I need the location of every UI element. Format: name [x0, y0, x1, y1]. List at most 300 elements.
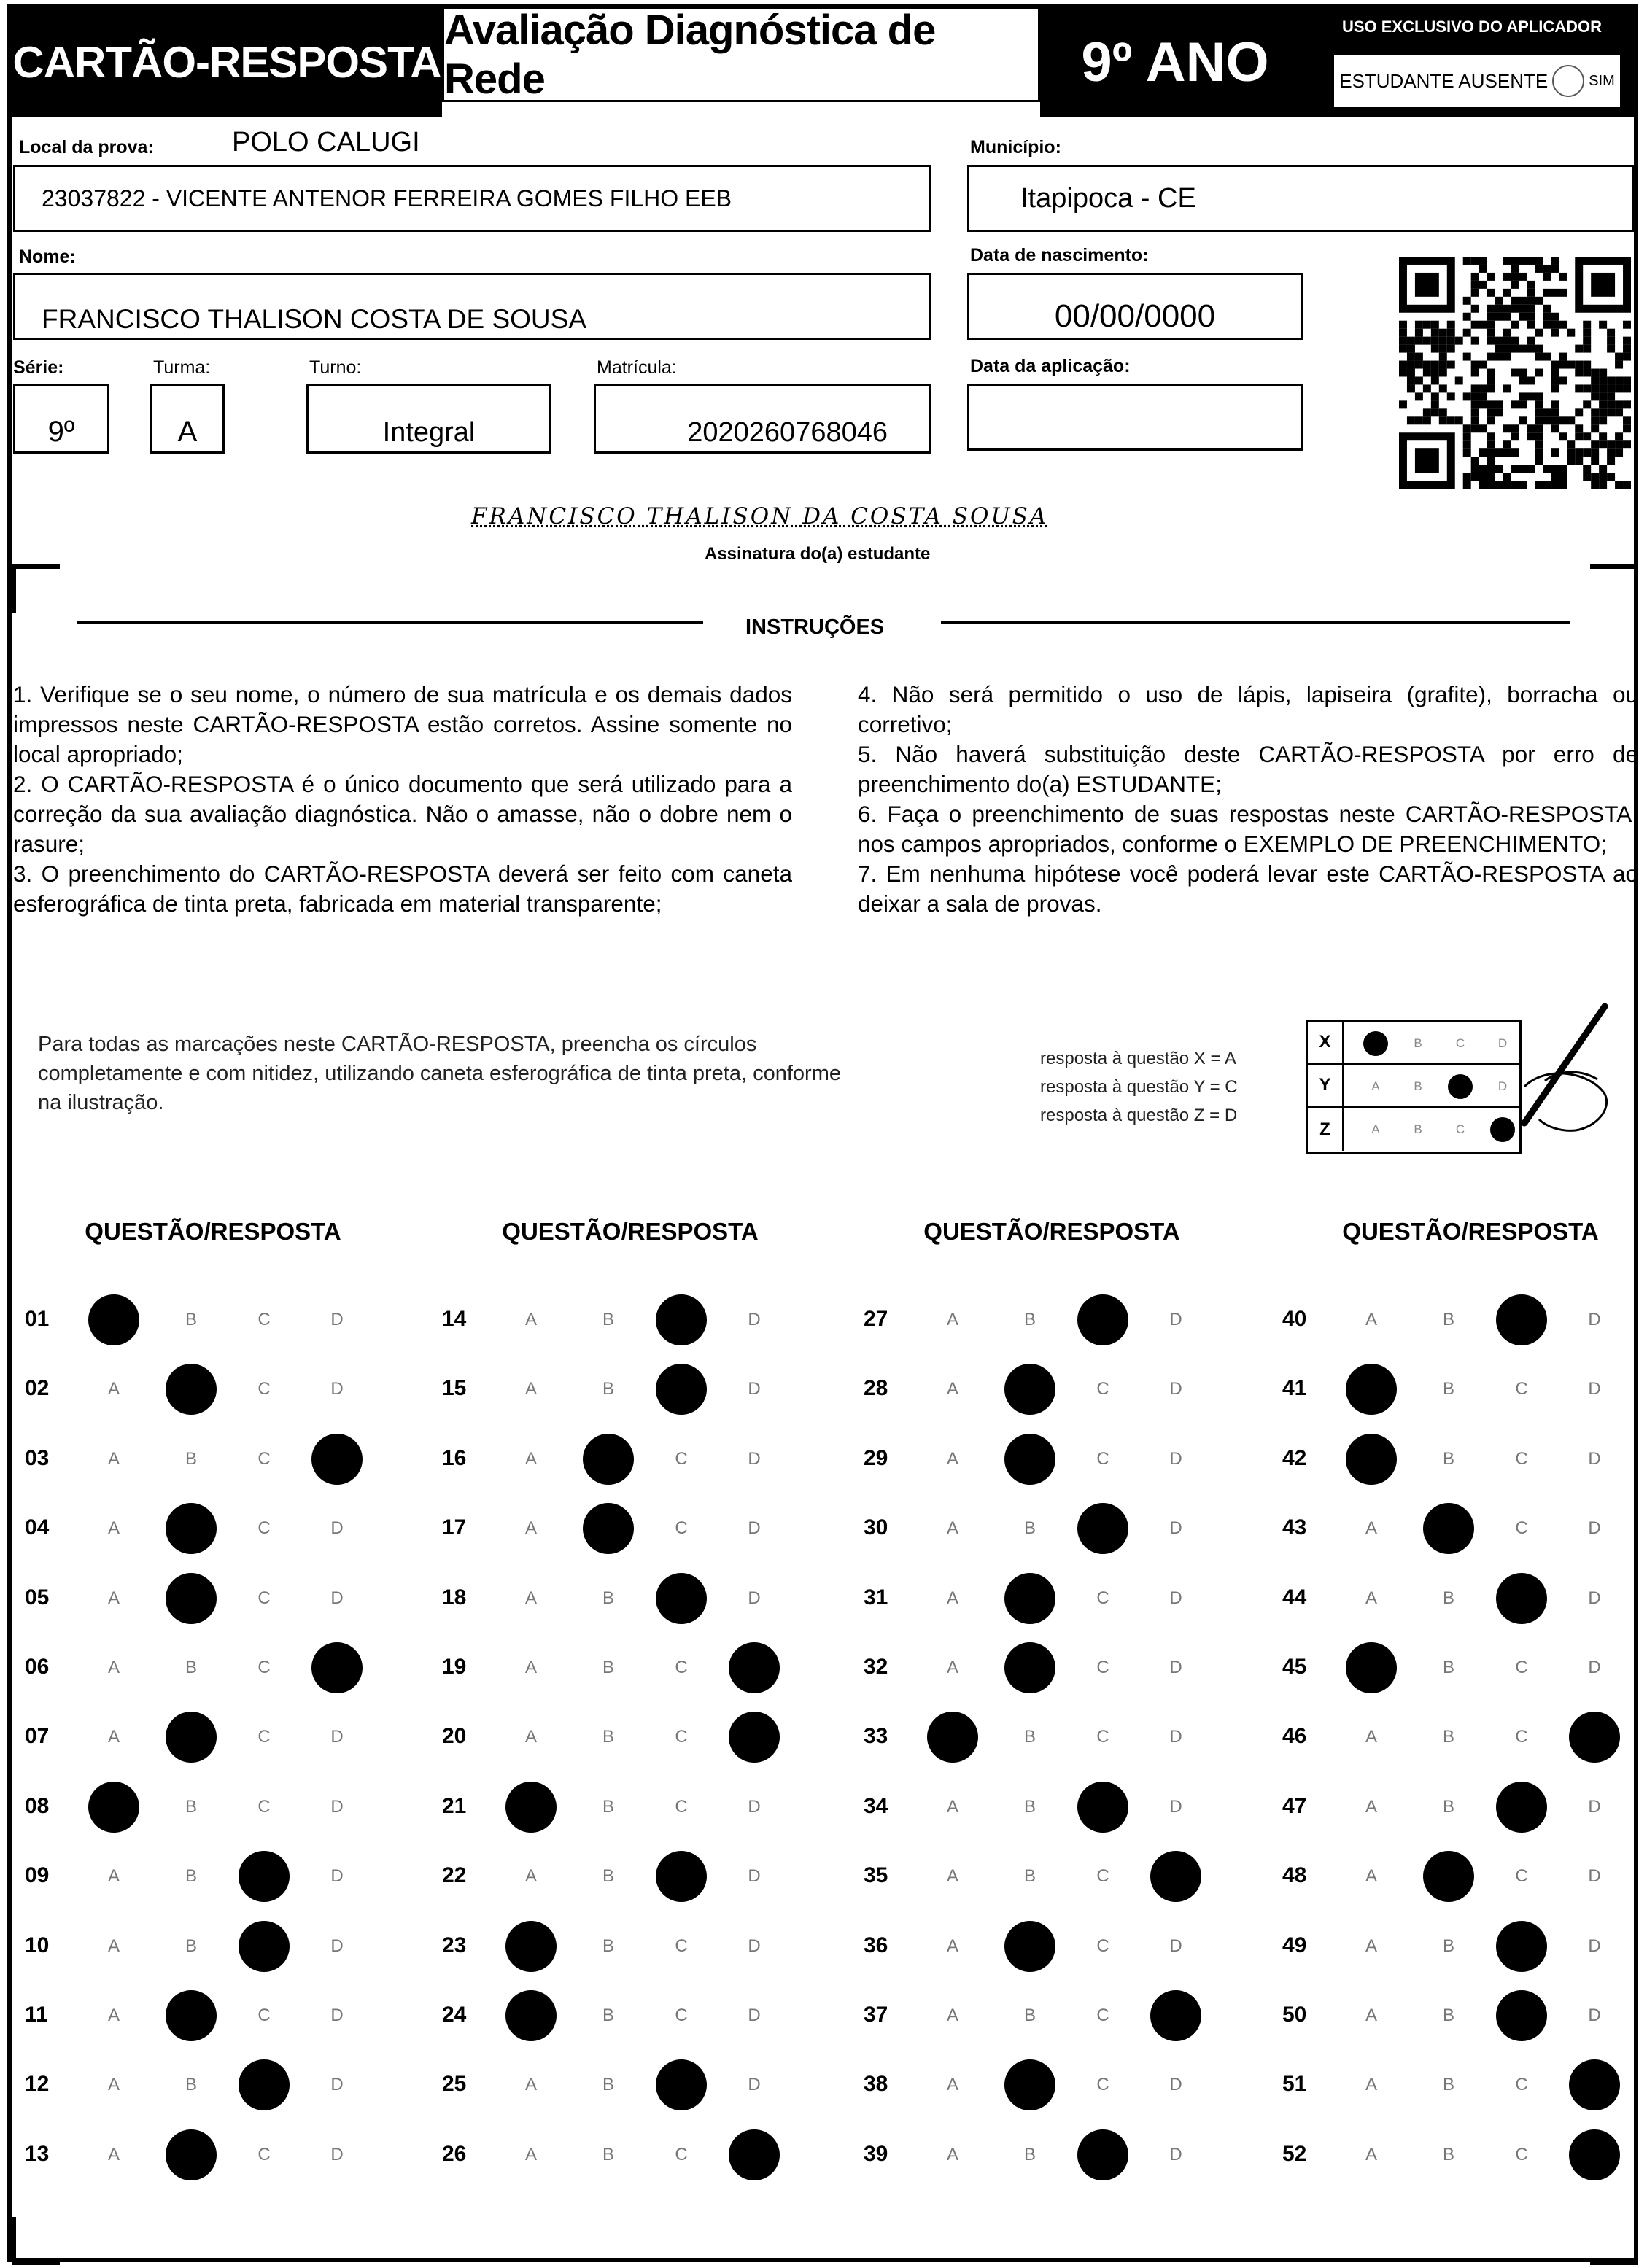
answer-bubble-14-d[interactable]: D: [748, 1310, 761, 1329]
turno-field: Integral: [306, 384, 551, 454]
answer-bubble-38-c[interactable]: C: [1096, 2075, 1109, 2095]
instruction-item: 3. O preenchimento do CARTÃO-RESPOSTA deverá ser feito com caneta esferográfica de tinta preta, fabricada em material transparente;: [13, 861, 792, 917]
answer-bubble-49-a[interactable]: A: [1365, 1935, 1377, 1956]
answer-bubble-50-c[interactable]: C: [1496, 1990, 1547, 2041]
question-number: 42: [1282, 1445, 1307, 1470]
corner-mark: [12, 564, 60, 613]
answer-bubble-15-c[interactable]: C: [656, 1364, 707, 1415]
answer-bubble-35-d[interactable]: D: [1150, 1851, 1201, 1902]
answer-bubble-42-b[interactable]: B: [1442, 1448, 1454, 1469]
question-number: 34: [864, 1793, 888, 1818]
answer-bubble-21-a[interactable]: A: [505, 1782, 557, 1833]
answer-bubble-48-c[interactable]: C: [1515, 1866, 1528, 1887]
question-number: 50: [1282, 2003, 1307, 2027]
answer-bubble-12-a[interactable]: A: [107, 2075, 120, 2095]
question-number: 45: [1282, 1655, 1307, 1679]
example-bubble-x-b: B: [1414, 1036, 1422, 1050]
answer-bubble-15-b[interactable]: B: [602, 1379, 614, 1399]
answer-bubble-09-a[interactable]: A: [107, 1866, 120, 1887]
answer-bubble-39-a[interactable]: A: [946, 2144, 958, 2164]
answer-bubble-41-d[interactable]: D: [1588, 1379, 1601, 1399]
question-number: 13: [25, 2141, 50, 2166]
answer-bubble-23-a[interactable]: A: [505, 1921, 557, 1972]
answer-bubble-06-c[interactable]: C: [257, 1658, 271, 1677]
local-label: Local da prova:: [19, 137, 154, 158]
answer-bubble-37-d[interactable]: D: [1150, 1990, 1201, 2041]
instructions-right: [858, 680, 1638, 919]
answer-bubble-34-c[interactable]: C: [1077, 1782, 1128, 1833]
answer-bubble-17-b[interactable]: B: [583, 1503, 634, 1554]
question-number: 05: [25, 1585, 50, 1609]
answer-bubble-40-c[interactable]: C: [1496, 1294, 1547, 1345]
answer-bubble-35-a[interactable]: A: [946, 1866, 958, 1887]
divider: [941, 621, 1570, 624]
absent-box: [1332, 53, 1622, 109]
answer-bubble-16-b[interactable]: B: [583, 1434, 634, 1485]
answer-bubble-25-d[interactable]: D: [748, 2075, 761, 2095]
turno-label: Turno:: [309, 357, 362, 378]
nome-label: Nome:: [19, 246, 76, 267]
answer-bubble-09-c[interactable]: C: [239, 1851, 290, 1902]
absent-option: SIM: [1589, 72, 1615, 89]
answer-bubble-31-c[interactable]: C: [1096, 1588, 1109, 1608]
answer-bubble-21-c[interactable]: C: [675, 1796, 688, 1817]
absent-label: ESTUDANTE AUSENTE: [1339, 69, 1549, 92]
answer-bubble-44-c[interactable]: C: [1496, 1573, 1547, 1624]
answer-bubble-22-c[interactable]: C: [656, 1851, 707, 1902]
nascimento-label: Data de nascimento:: [970, 245, 1149, 265]
answer-bubble-22-d[interactable]: D: [748, 1866, 761, 1887]
answer-bubble-24-d[interactable]: D: [748, 2005, 761, 2025]
answer-bubble-11-c[interactable]: C: [257, 2005, 271, 2025]
example-bubble-z-a: A: [1371, 1122, 1380, 1136]
instruction-item: 7. Em nenhuma hipótese você poderá levar este CARTÃO-RESPOSTA ao deixar a sala de provas.: [858, 861, 1638, 917]
qr-code: [1399, 257, 1631, 489]
answer-bubble-39-c[interactable]: C: [1077, 2129, 1128, 2180]
answer-bubble-17-d[interactable]: D: [748, 1518, 761, 1539]
answer-bubble-08-d[interactable]: D: [330, 1796, 344, 1817]
answer-bubble-24-c[interactable]: C: [675, 2005, 688, 2025]
answer-bubble-33-d[interactable]: D: [1169, 1727, 1182, 1747]
answer-bubble-16-c[interactable]: C: [675, 1448, 688, 1469]
answer-bubble-03-d[interactable]: D: [311, 1434, 363, 1485]
answer-bubble-06-a[interactable]: A: [107, 1658, 120, 1677]
answer-column-header: QUESTÃO/RESPOSTA: [923, 1218, 1180, 1245]
instruction-item: 2. O CARTÃO-RESPOSTA é o único documento que será utilizado para a correção da sua avaliação diagnóstica. Não o amasse, não o dobre nem o rasure;: [13, 771, 792, 857]
answer-bubble-30-b[interactable]: B: [1023, 1518, 1036, 1539]
instruction-item: 4. Não será permitido o uso de lápis, lapiseira (grafite), borracha ou corretivo;: [858, 681, 1638, 737]
question-number: 43: [1282, 1515, 1307, 1540]
answer-bubble-39-d[interactable]: D: [1169, 2144, 1182, 2164]
answer-bubble-05-d[interactable]: D: [330, 1588, 344, 1608]
answer-bubble-26-c[interactable]: C: [675, 2144, 688, 2164]
answer-bubble-05-a[interactable]: A: [107, 1588, 120, 1608]
answer-bubble-10-c[interactable]: C: [239, 1921, 290, 1972]
answer-bubble-18-c[interactable]: C: [656, 1573, 707, 1624]
answer-bubble-28-a[interactable]: A: [946, 1379, 958, 1399]
answer-bubble-50-a[interactable]: A: [1365, 2005, 1377, 2025]
answer-bubble-01-a[interactable]: A: [88, 1294, 139, 1345]
answer-bubble-50-d[interactable]: D: [1588, 2005, 1601, 2025]
answer-bubble-30-d[interactable]: D: [1169, 1518, 1182, 1539]
answer-bubble-33-b[interactable]: B: [1023, 1727, 1036, 1747]
question-number: 10: [25, 1933, 50, 1957]
question-number: 38: [864, 2072, 888, 2097]
answer-bubble-03-a[interactable]: A: [107, 1448, 120, 1469]
answer-bubble-01-b[interactable]: B: [185, 1310, 197, 1329]
answer-bubble-52-a[interactable]: A: [1365, 2144, 1377, 2164]
question-number: 08: [25, 1793, 50, 1818]
answer-bubble-51-a[interactable]: A: [1365, 2075, 1377, 2095]
answer-bubble-15-d[interactable]: D: [748, 1379, 761, 1399]
question-number: 31: [864, 1585, 888, 1609]
example-row-label: X: [1308, 1022, 1344, 1065]
answer-bubble-12-b[interactable]: B: [185, 2075, 197, 2095]
answer-bubble-09-b[interactable]: B: [185, 1866, 197, 1887]
answer-bubble-34-a[interactable]: A: [946, 1796, 958, 1817]
example-bubble-x-d: D: [1497, 1036, 1508, 1050]
card-title: CARTÃO-RESPOSTA: [12, 7, 442, 117]
question-number: 15: [442, 1376, 467, 1401]
answer-bubble-40-a[interactable]: A: [1365, 1310, 1377, 1329]
answer-bubble-20-d[interactable]: D: [729, 1712, 780, 1763]
answer-bubble-36-a[interactable]: A: [946, 1935, 958, 1956]
answer-bubble-16-d[interactable]: D: [748, 1448, 761, 1469]
answer-bubble-36-d[interactable]: D: [1169, 1935, 1182, 1956]
answer-bubble-23-d[interactable]: D: [748, 1935, 761, 1956]
answer-bubble-13-a[interactable]: A: [107, 2144, 120, 2164]
answer-bubble-21-d[interactable]: D: [748, 1796, 761, 1817]
answer-bubble-26-d[interactable]: D: [729, 2129, 780, 2180]
example-bubble-z-b: B: [1414, 1122, 1422, 1136]
answer-bubble-50-b[interactable]: B: [1442, 2005, 1454, 2025]
question-number: 49: [1282, 1933, 1307, 1957]
answer-bubble-32-c[interactable]: C: [1096, 1658, 1109, 1677]
question-number: 30: [864, 1515, 888, 1540]
answer-bubble-47-c[interactable]: C: [1496, 1782, 1547, 1833]
question-number: 46: [1282, 1724, 1307, 1749]
answer-bubble-20-a[interactable]: A: [524, 1727, 537, 1747]
answer-bubble-38-d[interactable]: D: [1169, 2075, 1182, 2095]
question-number: 12: [25, 2072, 50, 2097]
answer-bubble-52-c[interactable]: C: [1515, 2144, 1528, 2164]
answer-bubble-23-b[interactable]: B: [602, 1935, 614, 1956]
signature-handwriting: FRANCISCO THALISON DA COSTA SOUSA: [471, 503, 1049, 529]
applicator-panel: [1310, 7, 1634, 117]
question-number: 33: [864, 1724, 888, 1749]
answer-bubble-45-d[interactable]: D: [1588, 1658, 1601, 1677]
question-number: 17: [442, 1515, 467, 1540]
answer-bubble-22-a[interactable]: A: [524, 1866, 537, 1887]
answer-bubble-43-d[interactable]: D: [1588, 1518, 1601, 1539]
answer-bubble-13-d[interactable]: D: [330, 2144, 344, 2164]
answer-bubble-25-c[interactable]: C: [656, 2059, 707, 2110]
answer-bubble-04-d[interactable]: D: [330, 1518, 344, 1539]
answer-bubble-52-d[interactable]: D: [1569, 2129, 1620, 2180]
answer-bubble-15-a[interactable]: A: [524, 1379, 537, 1399]
answer-bubble-11-d[interactable]: D: [330, 2005, 344, 2025]
answer-bubble-34-b[interactable]: B: [1023, 1796, 1036, 1817]
signature-label: Assinatura do(a) estudante: [705, 544, 931, 564]
question-number: 22: [442, 1863, 467, 1888]
answer-bubble-28-b[interactable]: B: [1004, 1364, 1055, 1415]
local-value: POLO CALUGI: [232, 127, 420, 158]
question-number: 26: [442, 2141, 467, 2166]
answer-bubble-46-c[interactable]: C: [1515, 1727, 1528, 1747]
answer-bubble-38-a[interactable]: A: [946, 2075, 958, 2095]
answer-bubble-14-b[interactable]: B: [602, 1310, 614, 1329]
answer-bubble-08-c[interactable]: C: [257, 1796, 271, 1817]
answer-bubble-13-c[interactable]: C: [257, 2144, 271, 2164]
answer-bubble-45-c[interactable]: C: [1515, 1658, 1528, 1677]
answer-bubble-07-a[interactable]: A: [107, 1727, 120, 1747]
answer-bubble-23-c[interactable]: C: [675, 1935, 688, 1956]
answer-bubble-46-d[interactable]: D: [1569, 1712, 1620, 1763]
answer-bubble-02-d[interactable]: D: [330, 1379, 344, 1399]
answer-bubble-04-a[interactable]: A: [107, 1518, 120, 1539]
answer-bubble-25-a[interactable]: A: [524, 2075, 537, 2095]
answer-bubble-02-a[interactable]: A: [107, 1379, 120, 1399]
answer-bubble-11-b[interactable]: B: [166, 1990, 217, 2041]
answer-bubble-27-d[interactable]: D: [1169, 1310, 1182, 1329]
answer-bubble-46-b[interactable]: B: [1442, 1727, 1454, 1747]
example-bubble-x-c: C: [1455, 1036, 1465, 1050]
answer-bubble-10-d[interactable]: D: [330, 1935, 344, 1956]
answer-bubble-06-d[interactable]: D: [311, 1642, 363, 1693]
question-number: 39: [864, 2141, 888, 2166]
answer-bubble-22-b[interactable]: B: [602, 1866, 614, 1887]
answer-bubble-32-d[interactable]: D: [1169, 1658, 1182, 1677]
answer-bubble-08-a[interactable]: A: [88, 1782, 139, 1833]
answer-bubble-35-b[interactable]: B: [1023, 1866, 1036, 1887]
turma-field: A: [150, 384, 225, 454]
answer-bubble-07-c[interactable]: C: [257, 1727, 271, 1747]
instructions-title: INSTRUÇÕES: [745, 615, 885, 639]
answer-bubble-11-a[interactable]: A: [107, 2005, 120, 2025]
answer-bubble-17-a[interactable]: A: [524, 1518, 537, 1539]
answer-bubble-34-d[interactable]: D: [1169, 1796, 1182, 1817]
answer-bubble-18-d[interactable]: D: [748, 1588, 761, 1608]
answer-bubble-37-c[interactable]: C: [1096, 2005, 1109, 2025]
answer-bubble-30-c[interactable]: C: [1077, 1503, 1128, 1554]
answer-bubble-01-d[interactable]: D: [330, 1310, 344, 1329]
answer-bubble-08-b[interactable]: B: [185, 1796, 197, 1817]
answer-bubble-41-b[interactable]: B: [1442, 1379, 1454, 1399]
instruction-item: 6. Faça o preenchimento de suas respostas neste CARTÃO-RESPOSTA, nos campos apropriados, conforme o EXEMPLO DE PREENCHIMENTO;: [858, 801, 1638, 857]
answer-bubble-49-d[interactable]: D: [1588, 1935, 1601, 1956]
answer-bubble-19-b[interactable]: B: [602, 1658, 614, 1677]
answer-bubble-01-c[interactable]: C: [257, 1310, 271, 1329]
question-number: 07: [25, 1724, 50, 1749]
answer-bubble-49-b[interactable]: B: [1442, 1935, 1454, 1956]
answer-bubble-42-c[interactable]: C: [1515, 1448, 1528, 1469]
answer-bubble-36-c[interactable]: C: [1096, 1935, 1109, 1956]
example-bubble-y-c: C: [1448, 1074, 1473, 1099]
answer-bubble-36-b[interactable]: B: [1004, 1921, 1055, 1972]
answer-bubble-19-d[interactable]: D: [729, 1642, 780, 1693]
answer-bubble-48-a[interactable]: A: [1365, 1866, 1377, 1887]
answer-bubble-02-b[interactable]: B: [166, 1364, 217, 1415]
answer-bubble-51-d[interactable]: D: [1569, 2059, 1620, 2110]
nome-field: FRANCISCO THALISON COSTA DE SOUSA: [13, 273, 931, 340]
answer-bubble-33-a[interactable]: A: [927, 1712, 978, 1763]
question-number: 21: [442, 1793, 467, 1818]
answer-bubble-42-d[interactable]: D: [1588, 1448, 1601, 1469]
answer-bubble-39-b[interactable]: B: [1023, 2144, 1036, 2164]
answer-bubble-02-c[interactable]: C: [257, 1379, 271, 1399]
municipio-field: Itapipoca - CE: [967, 165, 1634, 232]
answer-bubble-40-d[interactable]: D: [1588, 1310, 1601, 1329]
question-number: 18: [442, 1585, 467, 1609]
answer-bubble-31-b[interactable]: B: [1004, 1573, 1055, 1624]
answer-bubble-28-c[interactable]: C: [1096, 1379, 1109, 1399]
answer-bubble-24-a[interactable]: A: [505, 1990, 557, 2041]
answer-bubble-35-c[interactable]: C: [1096, 1866, 1109, 1887]
question-number: 06: [25, 1655, 50, 1679]
answer-bubble-32-a[interactable]: A: [946, 1658, 958, 1677]
answer-bubble-37-b[interactable]: B: [1023, 2005, 1036, 2025]
answer-bubble-52-b[interactable]: B: [1442, 2144, 1454, 2164]
question-number: 01: [25, 1307, 50, 1331]
answer-column-header: QUESTÃO/RESPOSTA: [1342, 1218, 1599, 1245]
answer-bubble-10-a[interactable]: A: [107, 1935, 120, 1956]
answer-bubble-27-b[interactable]: B: [1023, 1310, 1036, 1329]
question-number: 52: [1282, 2141, 1307, 2166]
question-number: 51: [1282, 2072, 1307, 2097]
answer-bubble-29-c[interactable]: C: [1096, 1448, 1109, 1469]
answer-bubble-43-c[interactable]: C: [1515, 1518, 1528, 1539]
answer-bubble-05-b[interactable]: B: [166, 1573, 217, 1624]
question-number: 24: [442, 2003, 467, 2027]
instruction-item: 1. Verifique se o seu nome, o número de sua matrícula e os demais dados impressos neste CARTÃO-RESPOSTA estão corretos. Assine somente no local apropriado;: [13, 681, 792, 767]
question-number: 19: [442, 1655, 467, 1679]
answer-bubble-14-a[interactable]: A: [524, 1310, 537, 1329]
answer-bubble-17-c[interactable]: C: [675, 1518, 688, 1539]
answer-bubble-20-b[interactable]: B: [602, 1727, 614, 1747]
question-number: 36: [864, 1933, 888, 1957]
answer-bubble-51-b[interactable]: B: [1442, 2075, 1454, 2095]
answer-bubble-26-a[interactable]: A: [524, 2144, 537, 2164]
answer-bubble-45-b[interactable]: B: [1442, 1658, 1454, 1677]
answer-bubble-46-a[interactable]: A: [1365, 1727, 1377, 1747]
answer-bubble-41-a[interactable]: A: [1346, 1364, 1397, 1415]
instructions-left: [13, 680, 792, 919]
answer-bubble-49-c[interactable]: C: [1496, 1921, 1547, 1972]
nascimento-field: 00/00/0000: [967, 273, 1303, 340]
answer-bubble-19-c[interactable]: C: [675, 1658, 688, 1677]
answer-bubble-16-a[interactable]: A: [524, 1448, 537, 1469]
answer-bubble-12-c[interactable]: C: [239, 2059, 290, 2110]
answer-bubble-18-b[interactable]: B: [602, 1588, 614, 1608]
answer-bubble-19-a[interactable]: A: [524, 1658, 537, 1677]
answer-bubble-48-b[interactable]: B: [1423, 1851, 1474, 1902]
answer-bubble-51-c[interactable]: C: [1515, 2075, 1528, 2095]
answer-bubble-43-b[interactable]: B: [1423, 1503, 1474, 1554]
answer-bubble-44-b[interactable]: B: [1442, 1588, 1454, 1608]
answer-bubble-48-d[interactable]: D: [1588, 1866, 1601, 1887]
answer-bubble-33-c[interactable]: C: [1096, 1727, 1109, 1747]
answer-bubble-47-a[interactable]: A: [1365, 1796, 1377, 1817]
question-number: 32: [864, 1655, 888, 1679]
answer-bubble-27-a[interactable]: A: [946, 1310, 958, 1329]
example-bubble-y-a: A: [1371, 1079, 1380, 1093]
answer-bubble-14-c[interactable]: C: [656, 1294, 707, 1345]
answer-bubble-10-b[interactable]: B: [185, 1935, 197, 1956]
answer-bubble-31-a[interactable]: A: [946, 1588, 958, 1608]
answer-bubble-30-a[interactable]: A: [946, 1518, 958, 1539]
answer-bubble-29-d[interactable]: D: [1169, 1448, 1182, 1469]
answer-bubble-03-c[interactable]: C: [257, 1448, 271, 1469]
answer-bubble-47-d[interactable]: D: [1588, 1796, 1601, 1817]
serie-field: 9º: [13, 384, 109, 454]
answer-bubble-05-c[interactable]: C: [257, 1588, 271, 1608]
answer-bubble-29-b[interactable]: B: [1004, 1434, 1055, 1485]
question-number: 14: [442, 1307, 467, 1331]
answer-bubble-45-a[interactable]: A: [1346, 1642, 1397, 1693]
answer-bubble-42-a[interactable]: A: [1346, 1434, 1397, 1485]
question-number: 48: [1282, 1863, 1307, 1888]
answer-bubble-28-d[interactable]: D: [1169, 1379, 1182, 1399]
answer-bubble-47-b[interactable]: B: [1442, 1796, 1454, 1817]
example-row-divider: [1344, 1063, 1519, 1065]
answer-bubble-43-a[interactable]: A: [1365, 1518, 1377, 1539]
answer-bubble-40-b[interactable]: B: [1442, 1310, 1454, 1329]
answer-bubble-21-b[interactable]: B: [602, 1796, 614, 1817]
question-number: 47: [1282, 1793, 1307, 1818]
answer-bubble-26-b[interactable]: B: [602, 2144, 614, 2164]
answer-bubble-18-a[interactable]: A: [524, 1588, 537, 1608]
example-row-divider: [1344, 1106, 1519, 1108]
answer-bubble-13-b[interactable]: B: [166, 2129, 217, 2180]
answer-bubble-04-c[interactable]: C: [257, 1518, 271, 1539]
aplicacao-label: Data da aplicação:: [970, 356, 1131, 376]
answer-bubble-27-c[interactable]: C: [1077, 1294, 1128, 1345]
question-number: 28: [864, 1376, 888, 1401]
answer-bubble-29-a[interactable]: A: [946, 1448, 958, 1469]
answer-bubble-32-b[interactable]: B: [1004, 1642, 1055, 1693]
answer-bubble-44-d[interactable]: D: [1588, 1588, 1601, 1608]
answer-bubble-44-a[interactable]: A: [1365, 1588, 1377, 1608]
example-legend: [1040, 1044, 1238, 1130]
matricula-label: Matrícula:: [597, 357, 677, 378]
answer-column-header: QUESTÃO/RESPOSTA: [502, 1218, 759, 1245]
question-number: 20: [442, 1724, 467, 1749]
answer-bubble-25-b[interactable]: B: [602, 2075, 614, 2095]
example-row-label: Z: [1308, 1108, 1344, 1151]
applicator-title: USO EXCLUSIVO DO APLICADOR: [1341, 18, 1603, 36]
answer-bubble-12-d[interactable]: D: [330, 2075, 344, 2095]
answer-bubble-07-b[interactable]: B: [166, 1712, 217, 1763]
question-number: 25: [442, 2072, 467, 2097]
answer-bubble-24-b[interactable]: B: [602, 2005, 614, 2025]
divider: [77, 621, 703, 624]
grade-badge: 9º ANO: [1040, 7, 1310, 117]
school-field: 23037822 - VICENTE ANTENOR FERREIRA GOMES FILHO EEB: [13, 165, 931, 232]
answer-bubble-38-b[interactable]: B: [1004, 2059, 1055, 2110]
answer-bubble-20-c[interactable]: C: [675, 1727, 688, 1747]
answer-bubble-06-b[interactable]: B: [185, 1658, 197, 1677]
question-number: 37: [864, 2003, 888, 2027]
answer-bubble-04-b[interactable]: B: [166, 1503, 217, 1554]
answer-bubble-41-c[interactable]: C: [1515, 1379, 1528, 1399]
absent-bubble[interactable]: [1552, 65, 1584, 97]
answer-bubble-07-d[interactable]: D: [330, 1727, 344, 1747]
question-number: 09: [25, 1863, 50, 1888]
answer-bubble-31-d[interactable]: D: [1169, 1588, 1182, 1608]
answer-bubble-09-d[interactable]: D: [330, 1866, 344, 1887]
answer-bubble-37-a[interactable]: A: [946, 2005, 958, 2025]
answer-bubble-03-b[interactable]: B: [185, 1448, 197, 1469]
